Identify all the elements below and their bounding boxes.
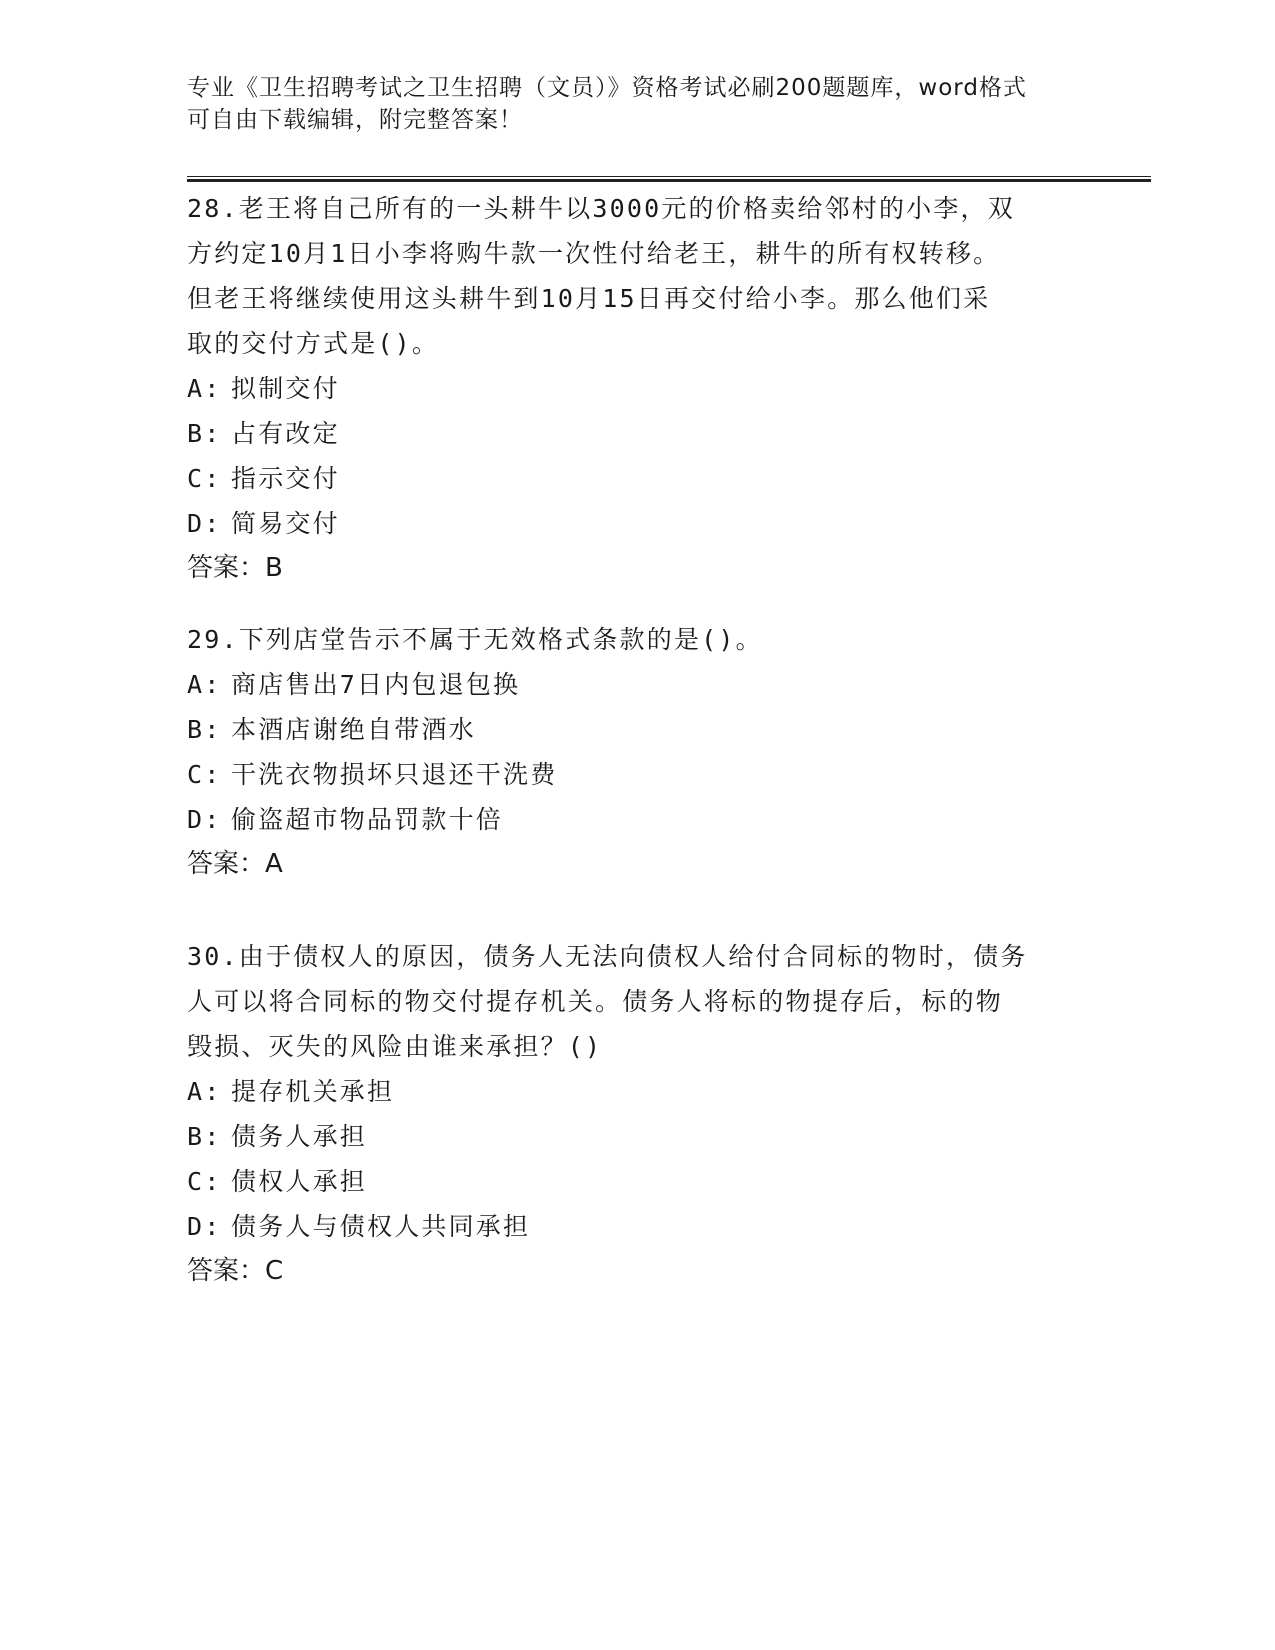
option-key: B: — [187, 1122, 222, 1151]
answer: 答案：C — [187, 1256, 284, 1286]
option-key: D: — [187, 805, 222, 834]
question-29 — [187, 617, 1087, 887]
header-divider — [187, 176, 1151, 182]
option-key: A: — [187, 1077, 222, 1106]
option-key: D: — [187, 1212, 222, 1241]
question-line: 29.下列店堂告示不属于无效格式条款的是()。 — [187, 625, 763, 654]
option-c — [187, 752, 1087, 797]
option-text: 商店售出7日内包退包换 — [231, 670, 521, 699]
option-key: A: — [187, 374, 222, 403]
option-a — [187, 1069, 1087, 1114]
option-key: C: — [187, 1167, 222, 1196]
question-line: 但老王将继续使用这头耕牛到10月15日再交付给小李。那么他们采 — [187, 284, 991, 313]
option-key: B: — [187, 419, 222, 448]
option-d — [187, 797, 1087, 842]
option-text: 干洗衣物损坏只退还干洗费 — [231, 760, 558, 789]
question-line: 28.老王将自己所有的一头耕牛以3000元的价格卖给邻村的小李，双 — [187, 194, 1015, 223]
header-line-2: 可自由下载编辑，附完整答案！ — [187, 107, 523, 133]
option-key: C: — [187, 464, 222, 493]
option-key: D: — [187, 509, 222, 538]
question-line: 30.由于债权人的原因，债务人无法向债权人给付合同标的物时，债务 — [187, 942, 1028, 971]
option-a — [187, 662, 1087, 707]
option-c — [187, 456, 1087, 501]
document-header — [187, 72, 1067, 136]
option-b — [187, 1114, 1087, 1159]
option-key: A: — [187, 670, 222, 699]
question-text — [187, 186, 1087, 366]
option-text: 本酒店谢绝自带酒水 — [231, 715, 476, 744]
answer: 答案：A — [187, 849, 283, 879]
answer: 答案：B — [187, 553, 283, 583]
question-text — [187, 934, 1087, 1069]
option-text: 指示交付 — [231, 464, 340, 493]
option-a — [187, 366, 1087, 411]
option-d — [187, 1204, 1087, 1249]
option-d — [187, 501, 1087, 546]
option-key: B: — [187, 715, 222, 744]
option-text: 提存机关承担 — [231, 1077, 395, 1106]
option-key: C: — [187, 760, 222, 789]
option-text: 简易交付 — [231, 509, 340, 538]
question-28 — [187, 186, 1087, 591]
question-line: 取的交付方式是()。 — [187, 329, 440, 358]
option-text: 债权人承担 — [231, 1167, 368, 1196]
option-text: 债务人与债权人共同承担 — [231, 1212, 531, 1241]
option-b — [187, 707, 1087, 752]
option-text: 占有改定 — [231, 419, 340, 448]
question-line: 毁损、灭失的风险由谁来承担？() — [187, 1032, 603, 1061]
option-b — [187, 411, 1087, 456]
question-text — [187, 617, 1087, 662]
option-c — [187, 1159, 1087, 1204]
option-text: 拟制交付 — [231, 374, 340, 403]
option-text: 债务人承担 — [231, 1122, 368, 1151]
question-line: 方约定10月1日小李将购牛款一次性付给老王，耕牛的所有权转移。 — [187, 239, 1001, 268]
option-text: 偷盗超市物品罚款十倍 — [231, 805, 504, 834]
header-line-1: 专业《卫生招聘考试之卫生招聘（文员）》资格考试必刷200题题库，word格式 — [187, 75, 1027, 101]
question-30 — [187, 934, 1087, 1294]
question-line: 人可以将合同标的物交付提存机关。债务人将标的物提存后，标的物 — [187, 987, 1004, 1016]
